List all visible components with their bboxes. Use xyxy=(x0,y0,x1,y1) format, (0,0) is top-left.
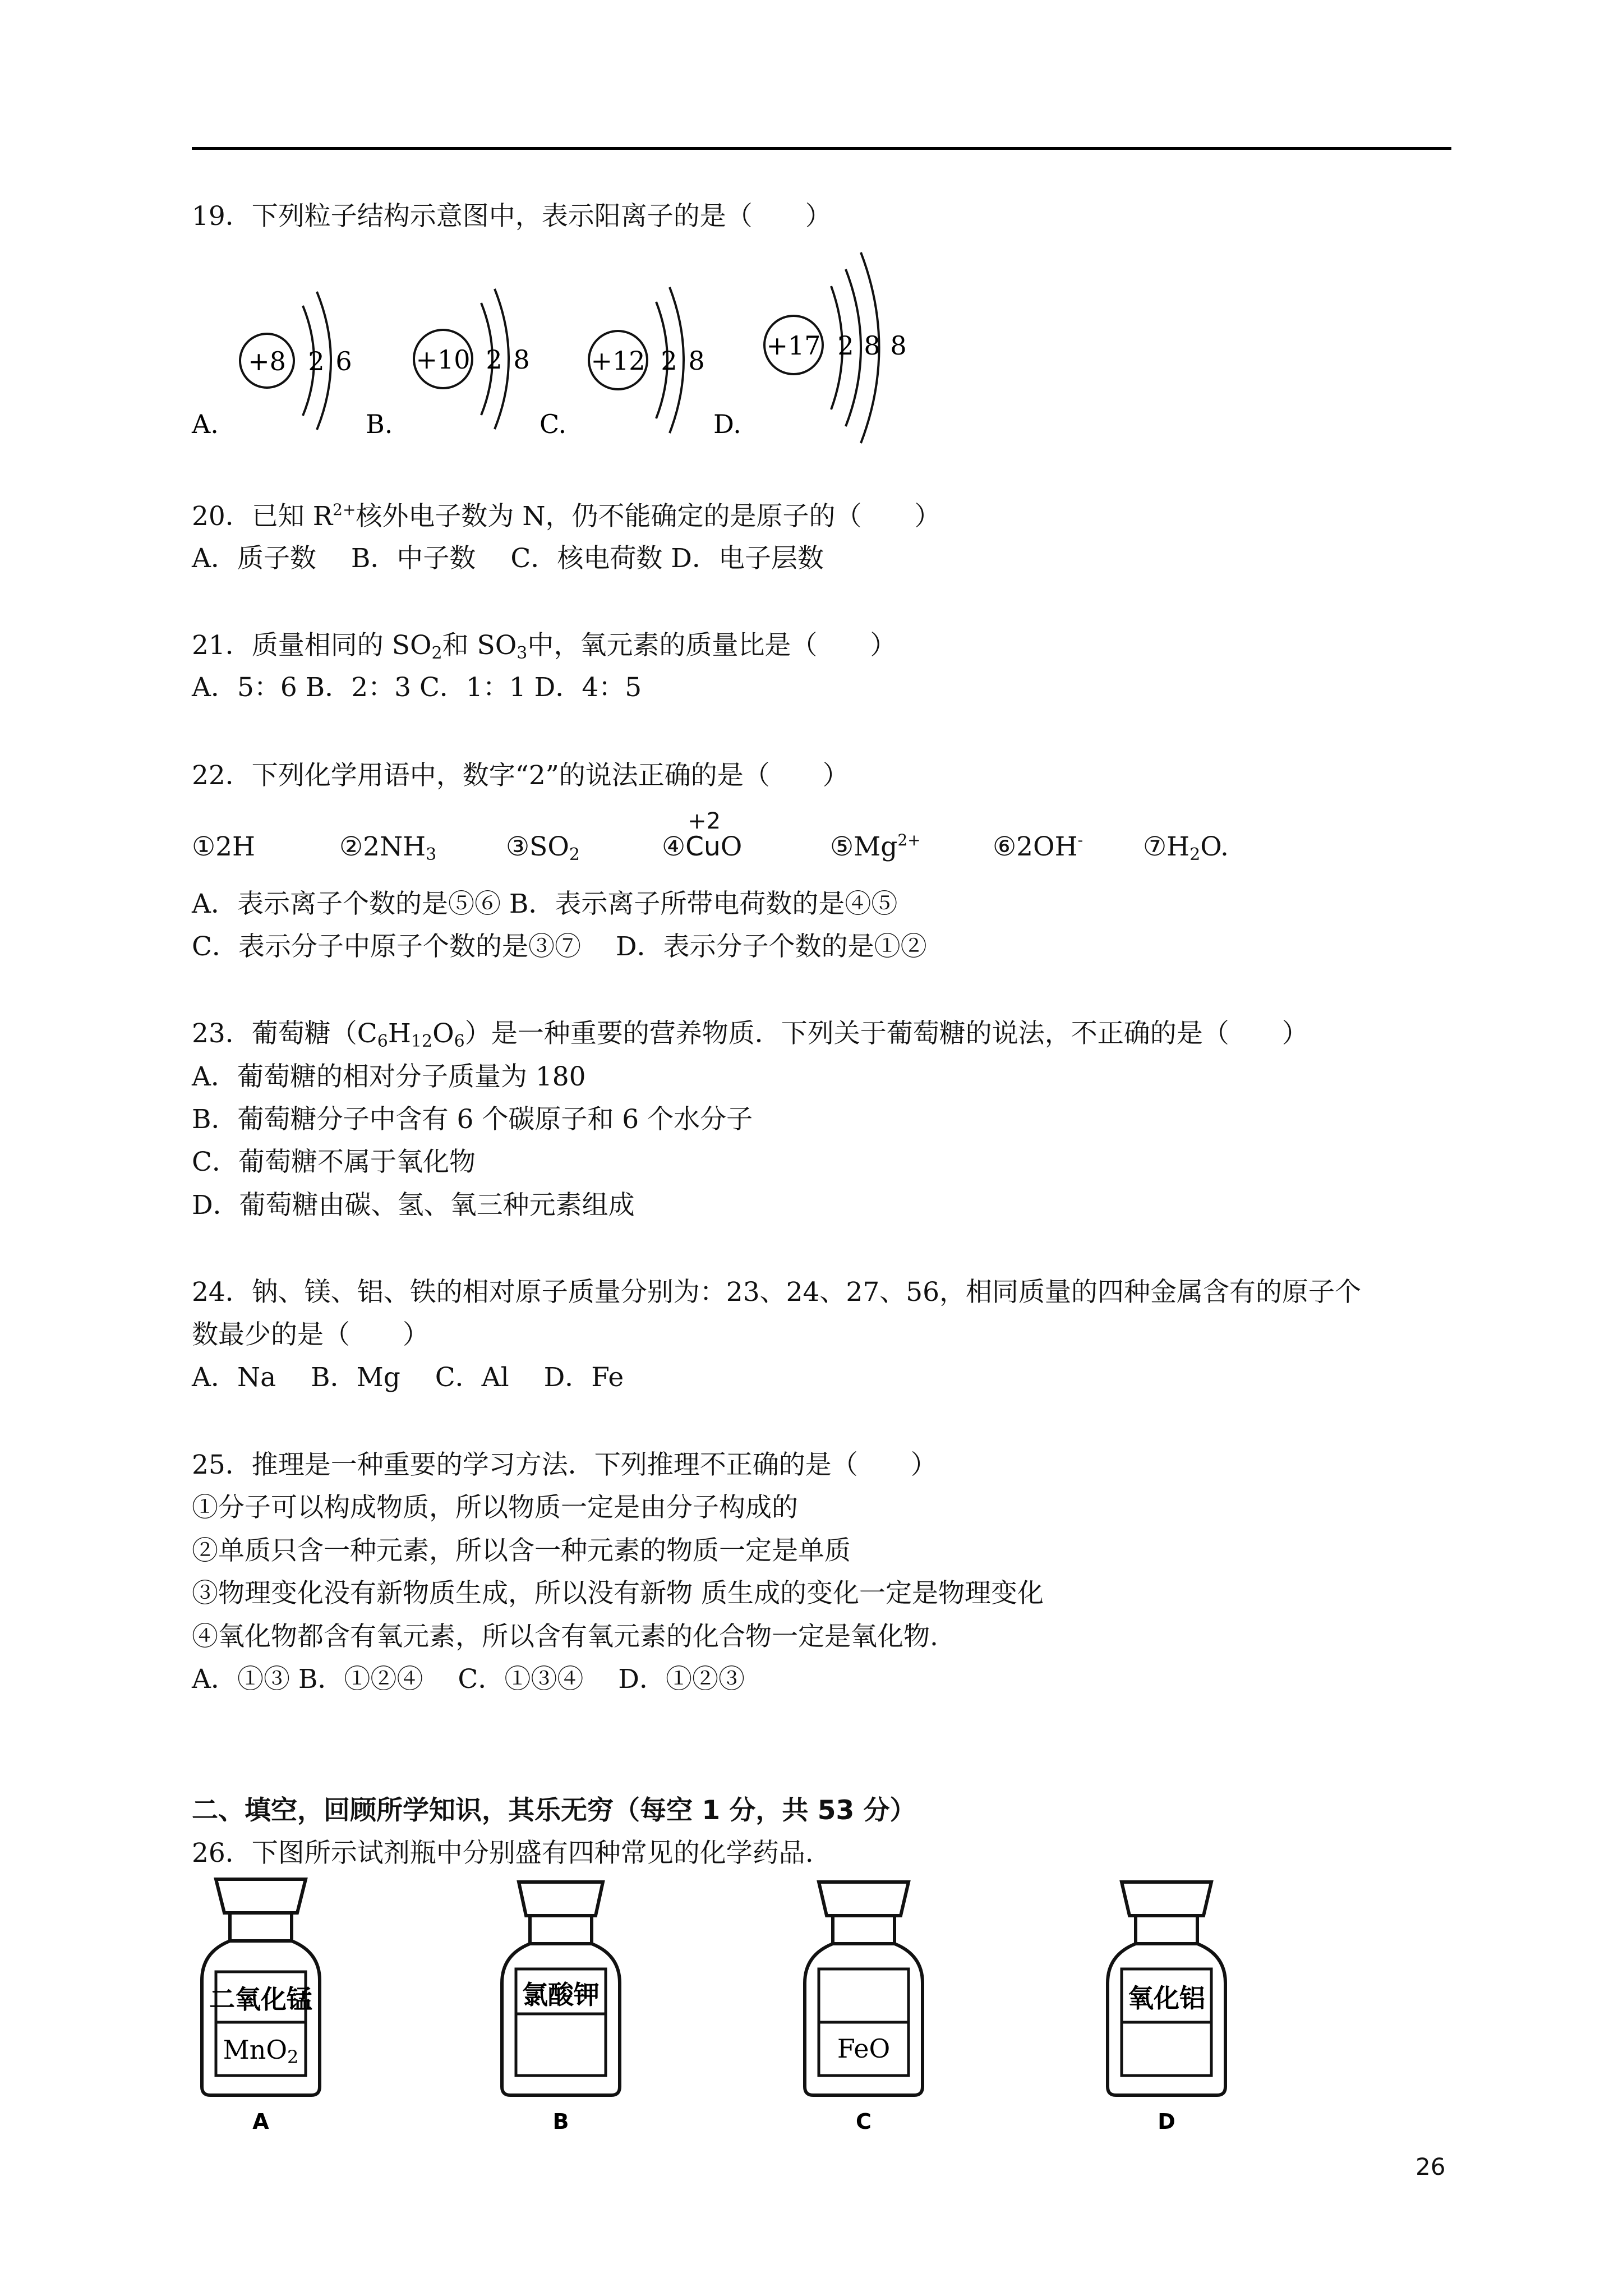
bottle-d xyxy=(1108,1882,1225,2134)
page-number: 26 xyxy=(1415,2153,1446,2180)
q22-stem: 22．下列化学用语中，数字“2”的说法正确的是（ ） xyxy=(192,760,849,791)
q20-options: A．质子数 B．中子数 C．核电荷数 D．电子层数 xyxy=(192,543,824,574)
shell-d-3: 8 xyxy=(890,330,907,361)
q24-stem-line1: 24．钠、镁、铝、铁的相对原子质量分别为：23、24、27、56，相同质量的四种金属含有的原子个 xyxy=(192,1277,1362,1308)
q19-diagrams xyxy=(185,236,937,449)
q23-option-d: D．葡萄糖由碳、氢、氧三种元素组成 xyxy=(192,1190,635,1221)
nucleus-d: +17 xyxy=(766,330,821,361)
q20-stem: 20．已知 $R^{2+}$核外电子数为 N，仍不能确定的是原子的（ ） xyxy=(192,500,941,532)
q23-option-b: B．葡萄糖分子中含有 6 个碳原子和 6 个水分子 xyxy=(192,1104,753,1135)
shell-a-1: 2 xyxy=(308,346,325,376)
atom-diagram-d xyxy=(713,252,907,443)
nucleus-c: +12 xyxy=(591,346,645,376)
atom-diagram-c xyxy=(540,287,705,439)
q19-option-a-letter: A. xyxy=(192,409,219,439)
q25-item-1: ①分子可以构成物质，所以物质一定是由分子构成的 xyxy=(192,1492,798,1523)
shell-d-2: 8 xyxy=(864,330,880,361)
shell-d-1: 2 xyxy=(837,330,854,361)
q25-item-3: ③物理变化没有新物质生成，所以没有新物 质生成的变化一定是物理变化 xyxy=(192,1578,1044,1609)
q24-stem-line2: 数最少的是（ ） xyxy=(192,1319,429,1350)
q21-options: A．5：6 B．2：3 C．1：1 D．4：5 xyxy=(192,672,642,703)
q22-item-4: ④ +2 CuO xyxy=(662,808,743,862)
nucleus-b: +10 xyxy=(416,344,471,375)
q19-option-d-letter: D. xyxy=(713,409,741,439)
bottle-b-name: 氯酸钾 xyxy=(522,1980,600,2010)
shell-c-1: 2 xyxy=(661,346,677,376)
atom-diagram-a xyxy=(191,292,352,439)
q22-item-6: ⑥2OH- xyxy=(993,831,1083,862)
q23-option-c: C．葡萄糖不属于氧化物 xyxy=(192,1147,476,1177)
bottle-a-name: 二氧化锰 xyxy=(209,1984,312,2014)
q21-stem: 21．质量相同的 $SO_2$和 $SO_3$中，氧元素的质量比是（ ） xyxy=(192,630,897,663)
q22-item-5: $⑤Mg^{2+}$ xyxy=(830,831,921,862)
q25-item-4: ④氧化物都含有氧元素，所以含有氧元素的化合物一定是氧化物. xyxy=(192,1621,938,1652)
q26-stem: 26．下图所示试剂瓶中分别盛有四种常见的化学药品. xyxy=(192,1838,814,1869)
q23-stem: 23．葡萄糖$(C_6H_{12}O_6)$是一种重要的营养物质．下列关于葡萄糖的说法，不正确的是（ ） xyxy=(192,1018,1308,1051)
bottle-a-letter: A xyxy=(252,2109,269,2134)
bottle-d-name: 氧化铝 xyxy=(1128,1983,1205,2013)
bottle-a xyxy=(202,1879,320,2134)
q25-item-2: ②单质只含一种元素，所以含一种元素的物质一定是单质 xyxy=(192,1535,851,1566)
shell-c-2: 8 xyxy=(688,346,705,376)
bottle-a-formula: MnO2 xyxy=(223,2035,299,2068)
q19-option-b-letter: B. xyxy=(366,409,393,439)
q19-stem: 19．下列粒子结构示意图中，表示阳离子的是（ ） xyxy=(192,201,832,232)
header-rule xyxy=(192,147,1451,150)
q25-stem: 25．推理是一种重要的学习方法．下列推理不正确的是（ ） xyxy=(192,1450,937,1480)
bottle-d-letter: D xyxy=(1158,2109,1175,2134)
shell-a-2: 6 xyxy=(335,346,352,376)
section-2-title: 二、填空，回顾所学知识，其乐无穷（每空 1 分，共 53 分） xyxy=(192,1795,916,1826)
q22-item-1: ①2H xyxy=(192,831,256,862)
bottle-c xyxy=(805,1882,923,2134)
q22-options-cd: C．表示分子中原子个数的是③⑦ D．表示分子个数的是①② xyxy=(192,931,927,962)
q23-option-a: A．葡萄糖的相对分子质量为 180 xyxy=(192,1061,586,1092)
bottle-c-letter: C xyxy=(856,2109,872,2134)
q25-options: A．①③ B．①②④ C．①③④ D．①②③ xyxy=(192,1664,745,1695)
q22-item-3: $③SO_2$ xyxy=(506,831,580,864)
bottle-b-letter: B xyxy=(552,2109,569,2134)
q24-options: A．Na B．Mg C．Al D．Fe xyxy=(192,1362,624,1393)
q22-options-ab: A．表示离子个数的是⑤⑥ B．表示离子所带电荷数的是④⑤ xyxy=(192,889,898,919)
q26-reagent-bottles xyxy=(185,1868,1329,2137)
bottle-b xyxy=(502,1882,620,2134)
q22-item-2: $②2NH_3$ xyxy=(339,831,437,864)
shell-b-2: 8 xyxy=(513,344,530,375)
shell-b-1: 2 xyxy=(486,344,502,375)
q19-option-c-letter: C. xyxy=(540,409,567,439)
atom-diagram-b xyxy=(366,289,530,439)
bottle-c-formula: FeO xyxy=(837,2033,891,2064)
q22-item-7: $⑦H_2O$. xyxy=(1143,831,1229,864)
nucleus-a: +8 xyxy=(248,346,286,376)
